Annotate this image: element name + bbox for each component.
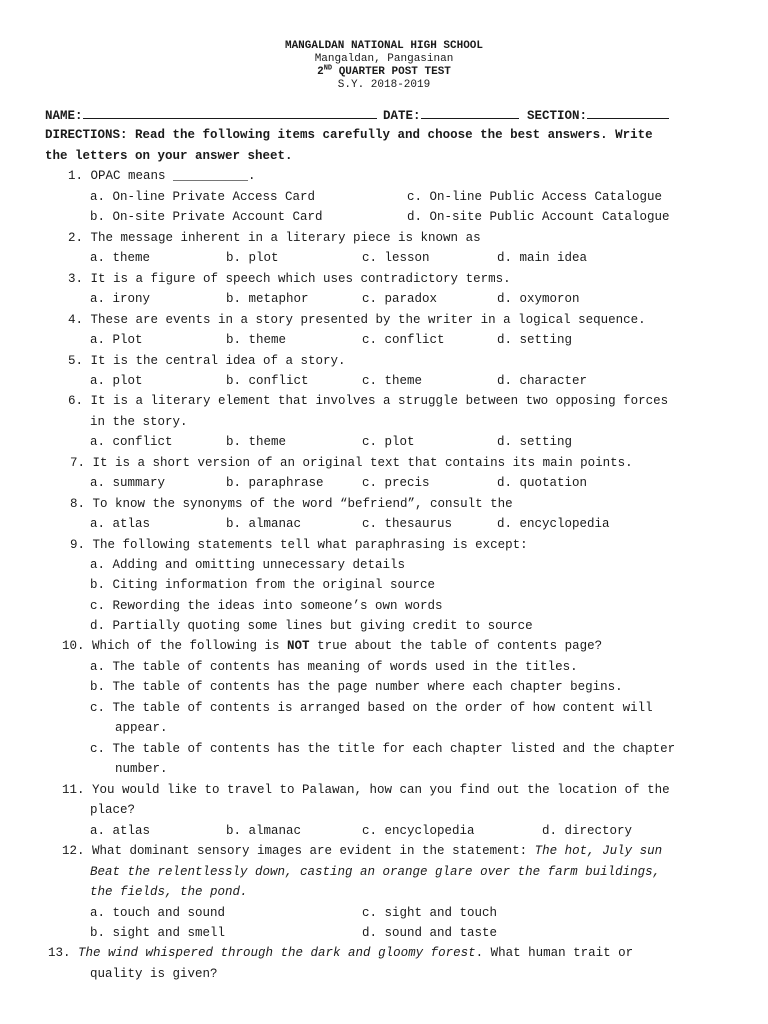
- q8-option-a: a. atlas: [90, 517, 151, 531]
- q11-option-d: d. directory: [542, 824, 633, 838]
- date-blank: [421, 106, 519, 119]
- q9-option-b: b. Citing information from the original source: [90, 578, 436, 592]
- question-2: 2. The message inherent in a literary piece is known as: [68, 231, 481, 245]
- q6-option-d: d. setting: [497, 435, 573, 449]
- section-field: SECTION:: [527, 106, 669, 125]
- q2-option-d: d. main idea: [497, 251, 588, 265]
- school-year: S.Y. 2018-2019: [337, 79, 431, 91]
- question-6-cont: in the story.: [90, 415, 188, 429]
- q10-option-d-cont: number.: [115, 762, 168, 776]
- question-10: 10. Which of the following is NOT true about the table of contents page?: [62, 639, 603, 653]
- q4-option-c: c. conflict: [362, 333, 445, 347]
- q8-option-d: d. encyclopedia: [497, 517, 610, 531]
- school-location: Mangaldan, Pangasinan: [314, 53, 454, 65]
- q1-option-a: a. On-line Private Access Card: [90, 190, 316, 204]
- q5-option-a: a. plot: [90, 374, 143, 388]
- q3-option-a: a. irony: [90, 292, 151, 306]
- question-11: 11. You would like to travel to Palawan, how can you find out the location of the: [62, 783, 670, 797]
- directions-line-2: the letters on your answer sheet.: [45, 149, 293, 163]
- q1-option-d: d. On-site Public Account Catalogue: [407, 210, 670, 224]
- test-title: 2ND QUARTER POST TEST: [317, 64, 451, 78]
- q11-option-c: c. encyclopedia: [362, 824, 475, 838]
- q12-option-d: d. sound and taste: [362, 926, 498, 940]
- q5-option-b: b. conflict: [226, 374, 309, 388]
- q6-option-b: b. theme: [226, 435, 287, 449]
- q7-option-d: d. quotation: [497, 476, 588, 490]
- q10-option-b: b. The table of contents has the page number where each chapter begins.: [90, 680, 623, 694]
- q6-option-c: c. plot: [362, 435, 415, 449]
- question-5: 5. It is the central idea of a story.: [68, 354, 346, 368]
- q3-option-d: d. oxymoron: [497, 292, 580, 306]
- name-field: NAME:: [45, 106, 377, 125]
- q7-option-a: a. summary: [90, 476, 166, 490]
- q9-option-d: d. Partially quoting some lines but giving credit to source: [90, 619, 533, 633]
- q8-option-c: c. thesaurus: [362, 517, 453, 531]
- q4-option-a: a. Plot: [90, 333, 143, 347]
- q4-option-b: b. theme: [226, 333, 287, 347]
- question-9: 9. The following statements tell what paraphrasing is except:: [70, 538, 528, 552]
- q12-option-b: b. sight and smell: [90, 926, 226, 940]
- question-12-quote-line-3: the fields, the pond.: [90, 885, 248, 899]
- question-12: 12. What dominant sensory images are evident in the statement: The hot, July sun: [62, 844, 663, 858]
- directions-line-1: DIRECTIONS: Read the following items carefully and choose the best answers. Write: [45, 128, 653, 142]
- q8-option-b: b. almanac: [226, 517, 302, 531]
- section-blank: [587, 106, 669, 119]
- q10-option-a: a. The table of contents has meaning of words used in the titles.: [90, 660, 578, 674]
- question-13-cont: quality is given?: [90, 967, 218, 981]
- question-4: 4. These are events in a story presented by the writer in a logical sequence.: [68, 313, 646, 327]
- q3-option-c: c. paradox: [362, 292, 438, 306]
- q5-option-c: c. theme: [362, 374, 423, 388]
- question-6: 6. It is a literary element that involves a struggle between two opposing forces: [68, 394, 669, 408]
- q11-option-a: a. atlas: [90, 824, 151, 838]
- q4-option-d: d. setting: [497, 333, 573, 347]
- q1-option-b: b. On-site Private Account Card: [90, 210, 323, 224]
- q6-option-a: a. conflict: [90, 435, 173, 449]
- question-8: 8. To know the synonyms of the word “befriend”, consult the: [70, 497, 513, 511]
- question-11-cont: place?: [90, 803, 136, 817]
- q10-option-d: c. The table of contents has the title for each chapter listed and the chapter: [90, 742, 676, 756]
- q5-option-d: d. character: [497, 374, 588, 388]
- q7-option-b: b. paraphrase: [226, 476, 324, 490]
- question-3: 3. It is a figure of speech which uses contradictory terms.: [68, 272, 511, 286]
- date-field: DATE:: [383, 106, 519, 125]
- q12-option-c: c. sight and touch: [362, 906, 498, 920]
- q12-option-a: a. touch and sound: [90, 906, 226, 920]
- q7-option-c: c. precis: [362, 476, 430, 490]
- q11-option-b: b. almanac: [226, 824, 302, 838]
- q2-option-a: a. theme: [90, 251, 151, 265]
- q2-option-c: c. lesson: [362, 251, 430, 265]
- question-7: 7. It is a short version of an original text that contains its main points.: [70, 456, 633, 470]
- name-blank: [83, 106, 377, 119]
- q2-option-b: b. plot: [226, 251, 279, 265]
- q3-option-b: b. metaphor: [226, 292, 309, 306]
- question-12-quote-line-2: Beat the relentlessly down, casting an orange glare over the farm buildings,: [90, 865, 661, 879]
- q9-option-c: c. Rewording the ideas into someone’s own words: [90, 599, 443, 613]
- q9-option-a: a. Adding and omitting unnecessary details: [90, 558, 406, 572]
- q10-option-c-cont: appear.: [115, 721, 168, 735]
- question-13: 13. The wind whispered through the dark and gloomy forest. What human trait or: [48, 946, 634, 960]
- q1-option-c: c. On-line Public Access Catalogue: [407, 190, 663, 204]
- question-1: 1. OPAC means __________.: [68, 169, 256, 183]
- school-name: MANGALDAN NATIONAL HIGH SCHOOL: [284, 40, 484, 52]
- q10-option-c: c. The table of contents is arranged based on the order of how content will: [90, 701, 653, 715]
